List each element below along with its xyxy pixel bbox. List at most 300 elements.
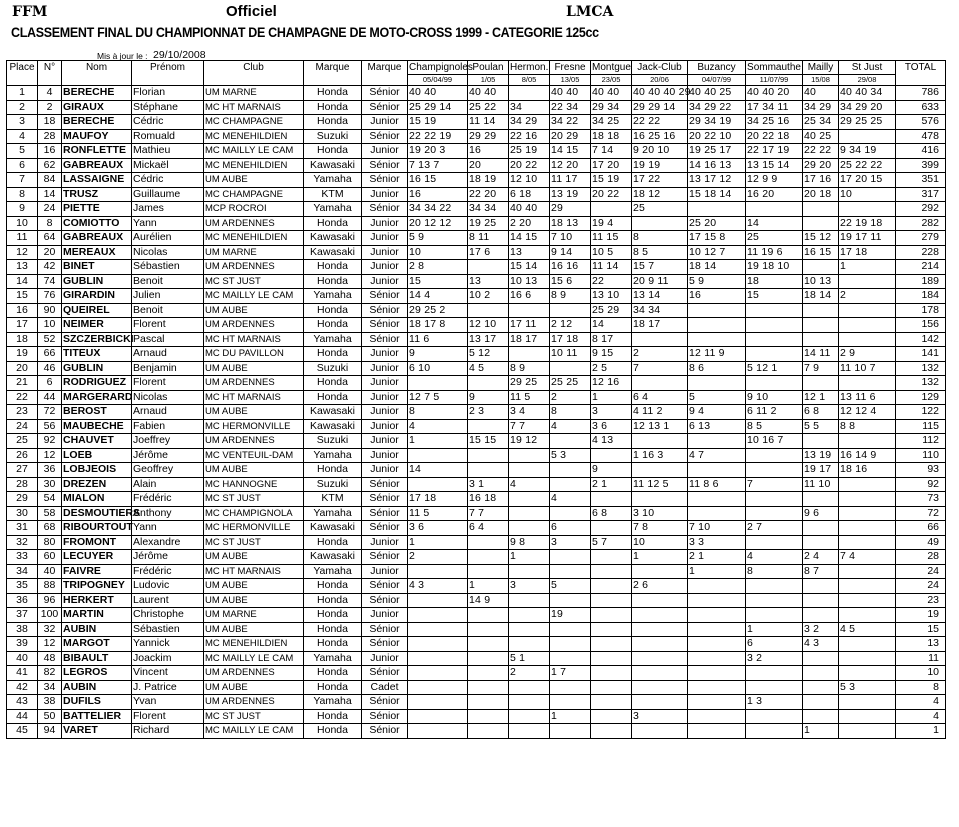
points-cell: 3 6	[408, 521, 468, 536]
points-cell: 6 13	[688, 419, 746, 434]
points-cell: 2 20	[509, 216, 550, 231]
number-cell: 100	[38, 608, 62, 623]
number-cell: 2	[38, 100, 62, 115]
points-cell: 15 15	[468, 434, 509, 449]
number-cell: 40	[38, 564, 62, 579]
name-cell: MARTIN	[62, 608, 132, 623]
name-cell: COMIOTTO	[62, 216, 132, 231]
firstname-cell: Mickaël	[132, 158, 204, 173]
points-cell	[839, 303, 896, 318]
points-cell: 40 25	[803, 129, 839, 144]
place-cell: 42	[7, 680, 38, 695]
points-cell: 20	[468, 158, 509, 173]
name-cell: DUFILS	[62, 695, 132, 710]
place-cell: 35	[7, 579, 38, 594]
firstname-cell: Alexandre	[132, 535, 204, 550]
points-cell	[746, 535, 803, 550]
points-cell: 10	[408, 245, 468, 260]
points-cell	[746, 593, 803, 608]
points-cell: 10	[839, 187, 896, 202]
points-cell	[550, 303, 591, 318]
points-cell: 4 3	[803, 637, 839, 652]
points-cell: 3 2	[746, 651, 803, 666]
points-cell: 4 11 2	[632, 405, 688, 420]
brand-cell: Yamaha	[304, 448, 362, 463]
points-cell: 14 15	[550, 144, 591, 159]
firstname-cell: Jérôme	[132, 448, 204, 463]
brand-cell: Honda	[304, 115, 362, 130]
brand-cell: Kawasaki	[304, 245, 362, 260]
points-cell	[408, 709, 468, 724]
points-cell	[803, 332, 839, 347]
points-cell: 13 14	[632, 289, 688, 304]
points-cell	[550, 637, 591, 652]
points-cell: 2	[550, 390, 591, 405]
club-cell: UM AUBE	[204, 173, 304, 188]
points-cell: 10 2	[468, 289, 509, 304]
points-cell: 16 15	[408, 173, 468, 188]
category-cell: Junior	[362, 274, 408, 289]
points-cell: 18	[746, 274, 803, 289]
event-name: Mailly	[803, 61, 839, 75]
points-cell: 22 16	[509, 129, 550, 144]
number-cell: 96	[38, 593, 62, 608]
name-cell: DREZEN	[62, 477, 132, 492]
points-cell: 15 14	[509, 260, 550, 275]
total-cell: 72	[896, 506, 946, 521]
points-cell	[550, 463, 591, 478]
event-name: St Just	[839, 61, 896, 75]
points-cell: 13 17 12	[688, 173, 746, 188]
points-cell: 11 12 5	[632, 477, 688, 492]
points-cell	[509, 637, 550, 652]
brand-cell: Yamaha	[304, 695, 362, 710]
points-cell: 6 4	[632, 390, 688, 405]
club-cell: MC VENTEUIL-DAM	[204, 448, 304, 463]
points-cell	[591, 492, 632, 507]
points-cell	[591, 637, 632, 652]
total-cell: 132	[896, 361, 946, 376]
points-cell: 11 5	[509, 390, 550, 405]
category-cell: Sénior	[362, 666, 408, 681]
place-cell: 22	[7, 390, 38, 405]
table-row	[7, 390, 946, 405]
brand-cell: Kawasaki	[304, 231, 362, 246]
points-cell: 4 7	[688, 448, 746, 463]
points-cell: 14	[591, 318, 632, 333]
table-row	[7, 695, 946, 710]
number-cell: 12	[38, 448, 62, 463]
points-cell	[632, 608, 688, 623]
points-cell	[408, 622, 468, 637]
club-cell: UM ARDENNES	[204, 666, 304, 681]
table-row	[7, 173, 946, 188]
points-cell: 18 17 8	[408, 318, 468, 333]
total-cell: 4	[896, 709, 946, 724]
brand-cell: Kawasaki	[304, 419, 362, 434]
points-cell: 2 3	[468, 405, 509, 420]
category-cell: Sénior	[362, 129, 408, 144]
points-cell: 2 9	[839, 347, 896, 362]
firstname-cell: Nicolas	[132, 390, 204, 405]
table-row	[7, 274, 946, 289]
brand-cell: Honda	[304, 216, 362, 231]
number-cell: 38	[38, 695, 62, 710]
club-cell: UM AUBE	[204, 550, 304, 565]
firstname-cell: Cédric	[132, 115, 204, 130]
points-cell: 29 29 14	[632, 100, 688, 115]
name-cell: PIETTE	[62, 202, 132, 217]
points-cell: 8	[632, 231, 688, 246]
points-cell: 5 5	[803, 419, 839, 434]
points-cell: 8 9	[509, 361, 550, 376]
points-cell: 19 20 3	[408, 144, 468, 159]
brand-cell: Honda	[304, 376, 362, 391]
number-cell: 10	[38, 318, 62, 333]
points-cell: 1	[408, 535, 468, 550]
event-date: 29/08	[839, 75, 896, 86]
points-cell: 19	[550, 608, 591, 623]
points-cell: 20 18	[803, 187, 839, 202]
points-cell: 17 34 11	[746, 100, 803, 115]
total-cell: 351	[896, 173, 946, 188]
points-cell: 17 18	[839, 245, 896, 260]
club-cell: UM MARNE	[204, 608, 304, 623]
points-cell: 11 5	[408, 506, 468, 521]
total-cell: 633	[896, 100, 946, 115]
points-cell: 5 12 1	[746, 361, 803, 376]
points-cell: 15 18 14	[688, 187, 746, 202]
points-cell: 3	[632, 709, 688, 724]
points-cell	[839, 477, 896, 492]
points-cell: 4 5	[468, 361, 509, 376]
table-row	[7, 303, 946, 318]
points-cell: 1	[746, 622, 803, 637]
points-cell: 18 17	[632, 318, 688, 333]
points-cell: 17 18	[408, 492, 468, 507]
total-cell: 49	[896, 535, 946, 550]
page-title: CLASSEMENT FINAL DU CHAMPIONNAT DE CHAMPAGNE DE MOTO-CROSS 1999 - CATEGORIE 125cc	[11, 25, 599, 41]
total-cell: 184	[896, 289, 946, 304]
place-cell: 32	[7, 535, 38, 550]
club-cell: MC HANNOGNE	[204, 477, 304, 492]
points-cell: 15 7	[632, 260, 688, 275]
total-cell: 110	[896, 448, 946, 463]
place-cell: 28	[7, 477, 38, 492]
place-cell: 6	[7, 158, 38, 173]
total-cell: 292	[896, 202, 946, 217]
points-cell	[688, 506, 746, 521]
name-cell: BINET	[62, 260, 132, 275]
points-cell: 25	[632, 202, 688, 217]
name-cell: TRUSZ	[62, 187, 132, 202]
event-date: 04/07/99	[688, 75, 746, 86]
points-cell: 14 9	[468, 593, 509, 608]
number-cell: 6	[38, 376, 62, 391]
table-row	[7, 622, 946, 637]
place-cell: 36	[7, 593, 38, 608]
points-cell: 14	[408, 463, 468, 478]
club-cell: UM AUBE	[204, 622, 304, 637]
total-cell: 13	[896, 637, 946, 652]
total-cell: 73	[896, 492, 946, 507]
points-cell	[688, 593, 746, 608]
points-cell	[468, 637, 509, 652]
name-cell: LASSAIGNE	[62, 173, 132, 188]
points-cell: 18 14	[803, 289, 839, 304]
points-cell	[468, 550, 509, 565]
points-cell: 9 15	[591, 347, 632, 362]
points-cell: 10	[632, 535, 688, 550]
event-name: Poulan	[468, 61, 509, 75]
total-cell: 142	[896, 332, 946, 347]
brand-cell: Honda	[304, 724, 362, 739]
points-cell: 2 6	[632, 579, 688, 594]
points-cell: 12 7 5	[408, 390, 468, 405]
place-cell: 23	[7, 405, 38, 420]
points-cell: 16	[688, 289, 746, 304]
brand-cell: Honda	[304, 144, 362, 159]
points-cell: 6	[550, 521, 591, 536]
points-cell: 7 4	[839, 550, 896, 565]
points-cell: 34 34	[632, 303, 688, 318]
points-cell: 40 40 20	[746, 86, 803, 101]
points-cell	[509, 593, 550, 608]
points-cell: 10 13	[803, 274, 839, 289]
place-cell: 44	[7, 709, 38, 724]
firstname-cell: Alain	[132, 477, 204, 492]
points-cell: 6 11 2	[746, 405, 803, 420]
points-cell: 4	[509, 477, 550, 492]
points-cell	[468, 535, 509, 550]
name-cell: RODRIGUEZ	[62, 376, 132, 391]
number-cell: 92	[38, 434, 62, 449]
table-row	[7, 187, 946, 202]
points-cell	[688, 434, 746, 449]
table-row	[7, 651, 946, 666]
table-row	[7, 158, 946, 173]
total-cell: 122	[896, 405, 946, 420]
points-cell	[591, 709, 632, 724]
firstname-cell: Romuald	[132, 129, 204, 144]
points-cell	[591, 608, 632, 623]
points-cell: 9 14	[550, 245, 591, 260]
points-cell: 5 9	[408, 231, 468, 246]
name-cell: BIBAULT	[62, 651, 132, 666]
points-cell: 29 25	[509, 376, 550, 391]
points-cell: 6 4	[468, 521, 509, 536]
number-cell: 80	[38, 535, 62, 550]
category-cell: Junior	[362, 463, 408, 478]
points-cell: 18 12	[632, 187, 688, 202]
table-row	[7, 405, 946, 420]
place-cell: 24	[7, 419, 38, 434]
brand-cell: Honda	[304, 303, 362, 318]
points-cell	[839, 564, 896, 579]
total-cell: 178	[896, 303, 946, 318]
firstname-cell: Guillaume	[132, 187, 204, 202]
points-cell: 14 16 13	[688, 158, 746, 173]
points-cell: 19 12	[509, 434, 550, 449]
place-cell: 41	[7, 666, 38, 681]
points-cell	[632, 637, 688, 652]
table-row	[7, 608, 946, 623]
points-cell	[509, 724, 550, 739]
number-cell: 94	[38, 724, 62, 739]
col-name: Nom	[62, 61, 132, 86]
points-cell	[468, 463, 509, 478]
points-cell: 19 17 11	[839, 231, 896, 246]
category-cell: Sénior	[362, 637, 408, 652]
firstname-cell: Florent	[132, 709, 204, 724]
points-cell	[746, 579, 803, 594]
points-cell	[509, 347, 550, 362]
table-row	[7, 434, 946, 449]
points-cell: 13	[509, 245, 550, 260]
place-cell: 33	[7, 550, 38, 565]
table-row	[7, 115, 946, 130]
points-cell: 4	[408, 419, 468, 434]
standings-body	[7, 86, 946, 739]
points-cell: 22 34	[550, 100, 591, 115]
points-cell	[468, 651, 509, 666]
name-cell: SZCZERBICKI	[63, 332, 134, 345]
points-cell: 18 13	[550, 216, 591, 231]
points-cell: 34 29	[803, 100, 839, 115]
points-cell	[591, 448, 632, 463]
points-cell: 4	[550, 492, 591, 507]
table-row	[7, 202, 946, 217]
place-cell: 16	[7, 303, 38, 318]
total-cell: 11	[896, 651, 946, 666]
points-cell	[688, 318, 746, 333]
club-cell: MC ST JUST	[204, 274, 304, 289]
place-cell: 1	[7, 86, 38, 101]
club-cell: UM AUBE	[204, 593, 304, 608]
points-cell	[591, 651, 632, 666]
points-cell: 34 22	[550, 115, 591, 130]
points-cell: 20 22 18	[746, 129, 803, 144]
points-cell: 25 20	[688, 216, 746, 231]
points-cell: 15	[408, 274, 468, 289]
points-cell: 34 25 16	[746, 115, 803, 130]
points-cell: 18 17	[509, 332, 550, 347]
brand-cell: Honda	[304, 637, 362, 652]
place-cell: 11	[7, 231, 38, 246]
points-cell	[839, 376, 896, 391]
number-cell: 32	[38, 622, 62, 637]
points-cell	[688, 376, 746, 391]
points-cell: 16 15	[803, 245, 839, 260]
points-cell	[746, 347, 803, 362]
number-cell: 60	[38, 550, 62, 565]
club-cell: MC MENEHILDIEN	[204, 129, 304, 144]
place-cell: 4	[7, 129, 38, 144]
table-row	[7, 347, 946, 362]
points-cell: 7 13 7	[408, 158, 468, 173]
place-cell: 40	[7, 651, 38, 666]
points-cell: 17 11	[509, 318, 550, 333]
points-cell	[468, 303, 509, 318]
points-cell	[550, 695, 591, 710]
points-cell: 12 9 9	[746, 173, 803, 188]
points-cell	[688, 695, 746, 710]
points-cell: 3 6	[591, 419, 632, 434]
points-cell	[688, 651, 746, 666]
points-cell: 1	[468, 579, 509, 594]
points-cell: 17 18	[550, 332, 591, 347]
event-date: 20/06	[632, 75, 688, 86]
points-cell: 2 7	[746, 521, 803, 536]
points-cell: 5 12	[468, 347, 509, 362]
brand-cell: Honda	[304, 390, 362, 405]
points-cell: 40	[803, 86, 839, 101]
points-cell: 13 19	[550, 187, 591, 202]
points-cell	[632, 434, 688, 449]
points-cell: 10 16 7	[746, 434, 803, 449]
category-cell: Sénior	[362, 550, 408, 565]
firstname-cell: Sébastien	[132, 260, 204, 275]
total-cell: 189	[896, 274, 946, 289]
points-cell: 29 20	[803, 158, 839, 173]
points-cell: 25 29	[591, 303, 632, 318]
points-cell	[468, 666, 509, 681]
points-cell: 2 1	[688, 550, 746, 565]
brand-cell: Honda	[304, 709, 362, 724]
points-cell: 8 17	[591, 332, 632, 347]
points-cell	[408, 724, 468, 739]
name-cell: GUBLIN	[62, 274, 132, 289]
points-cell: 8 5	[632, 245, 688, 260]
name-cell: AUBIN	[62, 680, 132, 695]
category-cell: Junior	[362, 347, 408, 362]
name-cell: TRIPOGNEY	[62, 579, 132, 594]
category-cell: Sénior	[362, 100, 408, 115]
points-cell	[803, 695, 839, 710]
federation-label: FFM	[12, 4, 48, 20]
name-cell: MAUFOY	[62, 129, 132, 144]
points-cell: 16 16	[550, 260, 591, 275]
points-cell	[509, 448, 550, 463]
total-cell: 399	[896, 158, 946, 173]
place-cell: 18	[7, 332, 38, 347]
points-cell	[688, 724, 746, 739]
points-cell: 2	[839, 289, 896, 304]
number-cell: 12	[38, 637, 62, 652]
number-cell: 14	[38, 187, 62, 202]
points-cell	[746, 463, 803, 478]
points-cell: 29 34	[591, 100, 632, 115]
event-name: Montgue	[592, 62, 631, 73]
firstname-cell: Arnaud	[132, 347, 204, 362]
points-cell: 8	[408, 405, 468, 420]
total-cell: 282	[896, 216, 946, 231]
points-cell: 7 14	[591, 144, 632, 159]
points-cell	[550, 680, 591, 695]
brand-cell: Kawasaki	[304, 158, 362, 173]
firstname-cell: Pascal	[132, 332, 204, 347]
number-cell: 48	[38, 651, 62, 666]
place-cell: 37	[7, 608, 38, 623]
club-cell: MC HERMONVILLE	[204, 521, 304, 536]
points-cell	[839, 332, 896, 347]
points-cell: 20 22	[591, 187, 632, 202]
category-cell: Junior	[362, 376, 408, 391]
name-cell: GIRAUX	[62, 100, 132, 115]
points-cell: 7	[746, 477, 803, 492]
club-cell: MC CHAMPIGNOLA	[204, 506, 304, 521]
category-cell: Junior	[362, 216, 408, 231]
